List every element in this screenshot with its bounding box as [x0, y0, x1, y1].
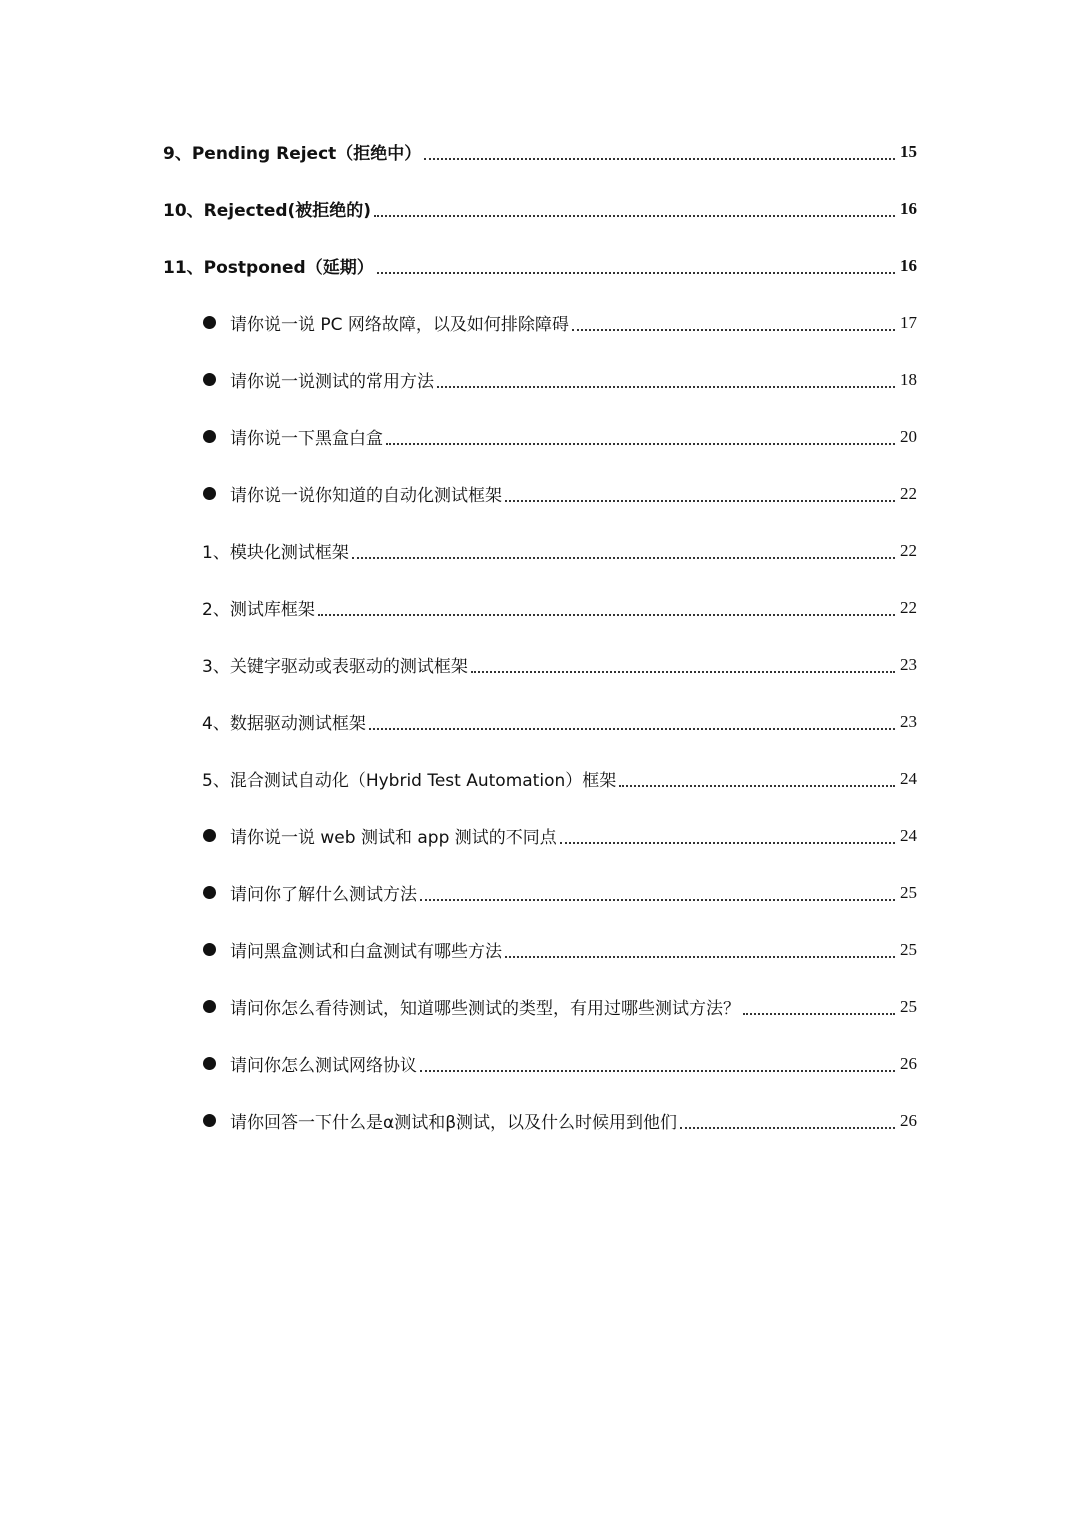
toc-entry[interactable] [163, 123, 917, 180]
toc-entry-page-number: 24 [900, 825, 917, 845]
toc-entry-title: 4、数据驱动测试框架 [202, 714, 366, 734]
dot-leader [619, 785, 895, 787]
toc-entry-title: 请问你了解什么测试方法 [230, 885, 417, 905]
bullet-icon [203, 1000, 216, 1013]
toc-entry[interactable] [163, 522, 917, 579]
toc-entry[interactable] [163, 921, 917, 978]
toc-entry[interactable] [163, 465, 917, 522]
toc-entry-title: 11、Postponed（延期） [163, 258, 374, 278]
bullet-icon [203, 430, 216, 443]
toc-entry-title: 请你说一说你知道的自动化测试框架 [230, 486, 502, 506]
toc-entry-title: 请问你怎么测试网络协议 [230, 1056, 417, 1076]
toc-entry[interactable] [163, 693, 917, 750]
dot-leader [318, 614, 895, 616]
toc-entry-title: 请你说一下黑盒白盒 [230, 429, 383, 449]
toc-entry[interactable] [163, 1092, 917, 1149]
bullet-icon [203, 373, 216, 386]
toc-entry-page-number: 22 [900, 540, 917, 560]
toc-entry-page-number: 20 [900, 426, 917, 446]
dot-leader [471, 671, 895, 673]
dot-leader [743, 1013, 895, 1015]
toc-entry-title: 5、混合测试自动化（Hybrid Test Automation）框架 [202, 771, 617, 791]
toc-entry[interactable] [163, 180, 917, 237]
toc-entry-page-number: 23 [900, 654, 917, 674]
toc-entry[interactable] [163, 579, 917, 636]
dot-leader [505, 956, 895, 958]
dot-leader [369, 728, 895, 730]
toc-entry-title: 请问黑盒测试和白盒测试有哪些方法 [230, 942, 502, 962]
toc-entry[interactable] [163, 636, 917, 693]
toc-entry-title: 1、模块化测试框架 [202, 543, 349, 563]
dot-leader [437, 386, 895, 388]
toc-entry-title: 2、测试库框架 [202, 600, 315, 620]
toc-entry-page-number: 24 [900, 768, 917, 788]
toc-entry-page-number: 25 [900, 939, 917, 959]
toc-entry-page-number: 23 [900, 711, 917, 731]
bullet-icon [203, 829, 216, 842]
toc-entry-page-number: 26 [900, 1110, 917, 1130]
dot-leader [374, 215, 895, 217]
toc-entry[interactable] [163, 408, 917, 465]
dot-leader [420, 899, 895, 901]
bullet-icon [203, 943, 216, 956]
toc-entry[interactable] [163, 1035, 917, 1092]
dot-leader [424, 158, 895, 160]
toc-entry[interactable] [163, 351, 917, 408]
toc-entry-title: 请你说一说测试的常用方法 [230, 372, 434, 392]
toc-entry-page-number: 22 [900, 597, 917, 617]
toc-entry-title: 请你回答一下什么是α测试和β测试，以及什么时候用到他们 [230, 1113, 678, 1133]
dot-leader [505, 500, 895, 502]
bullet-icon [203, 1057, 216, 1070]
table-of-contents [163, 123, 917, 1149]
toc-entry-page-number: 16 [900, 198, 917, 218]
dot-leader [352, 557, 895, 559]
toc-entry[interactable] [163, 807, 917, 864]
toc-entry[interactable] [163, 294, 917, 351]
toc-entry-title: 请你说一说 PC 网络故障，以及如何排除障碍 [230, 315, 569, 335]
toc-entry-page-number: 25 [900, 996, 917, 1016]
toc-entry[interactable] [163, 864, 917, 921]
bullet-icon [203, 487, 216, 500]
toc-entry[interactable] [163, 978, 917, 1035]
toc-entry-title: 请问你怎么看待测试，知道哪些测试的类型，有用过哪些测试方法？ [230, 999, 740, 1019]
toc-entry-page-number: 15 [900, 141, 917, 161]
dot-leader [377, 272, 895, 274]
toc-entry[interactable] [163, 237, 917, 294]
toc-entry[interactable] [163, 750, 917, 807]
toc-entry-title: 10、Rejected(被拒绝的) [163, 201, 372, 221]
dot-leader [386, 443, 895, 445]
dot-leader [560, 842, 895, 844]
toc-entry-title: 3、关键字驱动或表驱动的测试框架 [202, 657, 468, 677]
dot-leader [420, 1070, 895, 1072]
bullet-icon [203, 1114, 216, 1127]
toc-entry-page-number: 26 [900, 1053, 917, 1073]
toc-entry-page-number: 25 [900, 882, 917, 902]
bullet-icon [203, 886, 216, 899]
toc-entry-page-number: 18 [900, 369, 917, 389]
toc-entry-title: 请你说一说 web 测试和 app 测试的不同点 [230, 828, 557, 848]
toc-entry-page-number: 17 [900, 312, 917, 332]
bullet-icon [203, 316, 216, 329]
dot-leader [572, 329, 895, 331]
dot-leader [680, 1127, 895, 1129]
toc-entry-page-number: 16 [900, 255, 917, 275]
toc-entry-page-number: 22 [900, 483, 917, 503]
toc-entry-title: 9、Pending Reject（拒绝中） [163, 144, 422, 164]
